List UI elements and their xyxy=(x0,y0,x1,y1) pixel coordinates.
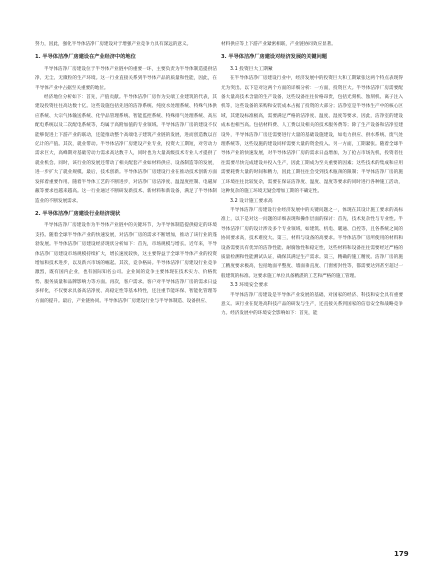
subsection-3-3-paragraph: 半导体洁净厂房建设是半导体产业发展的基础，对国家的经济、科技和安全具有重要意义。该行业在促进高科技产品的研发与生产，还直接关系到国家的信息安全和战略竞争力。经济发展中的环境安全影响如下：首先，能 xyxy=(221,292,403,317)
left-intro-paragraph: 努力，因此，强化半导体洁净厂房建设对于增强产业竞争力具有深远的意义。 xyxy=(35,42,192,47)
section-3-heading: 3. 半导体洁净厂房建设对经济发展的关键问题 xyxy=(221,54,327,61)
subsection-3-2-paragraph: 半导体洁净厂房建设行业经济发展中的关键问题之一，体现在其设计施工要求的高标准上，以下是对这一问题的详细表现和操作层面的探讨：首先，技术复杂性与专业性。半导体洁净厂房的设计涉及多个专业领域，如建筑、机电、暖通、自控等，且各系统之间的协同要求高，技术难度大。第三，材料与设备的高要求。半导体洁净厂房所使用的材料和设备需要具有优异的洁净性能、耐腐蚀性和稳定性，这些材料和设备往往需要经过严格的质量检测和性能测试认证，确保其满足生产需求。第三，精确的施工精度。洁净厂房的施工精度要求极高，包括地面平整度、墙面垂直度、门窗密封性等，都需要达到甚至超过一般建筑的标准。这要求施工单位具备精湛的工艺和严格的施工管理。 xyxy=(221,207,403,279)
section-2-heading: 2. 半导体洁净厂房建设行业经济现状 xyxy=(35,210,121,217)
section-1-heading: 1. 半导体洁净厂房建设在产业经济中的地位 xyxy=(35,54,136,61)
section-2-paragraph-1: 半导体洁净厂房建设作为半导体产业链中的关键环节，为半导体制造提供稳定的环境支持。随着全球半导体产业的快速发展，对洁净厂房的需求不断增加，推动了该行业的蓬勃发展。半导体洁净厂房建设经济现状分析如下：首先，市场规模与增长。近年来，半导体洁净厂房建设市场规模持续扩大，增长速度较快，这主要得益于全球半导体产业的投资增加和技术进步，以及新兴市场的崛起。其次，竞争格局。半导体洁净厂房建设行业竞争激烈，既有国内企业，也有国际知名公司。企业间的竞争主要体现在技术实力、价格优势、服务质量和品牌影响力等方面。再次，客户需求。客户对半导体洁净厂房的需求日益多样化，不仅要求具备高洁净度、高稳定性等基本特性，还注重节能环保、智能化管理等方面的提升。最后，产业链协同。半导体洁净厂房建设行业与半导体制造、设备供应、 xyxy=(35,223,217,304)
section-1-paragraph-2: 经济地位分析如下：首先，产值贡献。半导体洁净厂房作为尖端工业建筑的代表，其建设投资往往高达数十亿。这些设施包括先进的洁净系统、纯度水处理系统、特殊气体供应系统、大宗气体输送系统、化学品管理系统、智能监控系统、特殊排气处理系统、高压配电系统以及二次配电系统等，均属于高附加值的专业领域。半导体洁净厂房的建设不仅能够促进上下游产业的联动，还能推动整个高端电子建筑产业链的发展，进而创造数以百亿计的产值。其次，就业带动。半导体洁净厂房建设产业专业，投资大工期短，对劳动力需求巨大，高峰期对基础劳动力需求高达数千人，同时也为大量高级技术专业人才提供了就业机会。同时，该行业的发展还带动了相关配套产业如材料供应、设备制造等的发展，进一步扩大了就业规模。最后，技术创新。半导体洁净厂房建设行业在推动技术创新方面发挥着重要作用。随着半导体工艺的不断进步，对洁净厂房洁净度、温湿度控制、电磁屏蔽等要求也越来越高。这一行业通过不断研发新技术、新材料和新设备，满足了半导体制造业的不断发展需求。 xyxy=(35,95,217,204)
page-number: 179 xyxy=(394,550,409,558)
right-column xyxy=(221,40,403,319)
subsection-3-2-heading: 3.2 设计施工要求高 xyxy=(230,198,273,204)
section-1-paragraph-1: 半导体洁净厂房建设位于半导体产业链中的重要一环，主要负责为半导体制造提供洁净、无尘、无微粒的生产环境。这一行业直接关系到半导体产品的质量和性能，因此，在半导体产业中占据至关重要的地位。 xyxy=(35,66,217,91)
left-column xyxy=(35,40,217,306)
subsection-3-1-paragraph: 在半导体洁净厂房建设行业中，经济发展中的投资巨大和工期紧张这两个特点表现得尤为突出。以下是对这两个方面的详细分析：一方面，投资巨大。半导体洁净厂房需要配备大量高技术含量的生产设备，这些设备往往价格昂贵，包括光刻机、蚀刻机、离子注入机等，这些设备的采购和安装成本占据了投资的大部分；洁净室是半导体生产中的核心区域，其建设标准极高，需要满足严格的洁净度、温度、湿度等要求，因此，洁净室的建设成本也相当高。包括材料费、人工费以及相关的技术服务费等；除了生产设备和洁净室建设外，半导体洁净厂房还需要进行大量的基础设施建设，如电力供应、供水系统、废气处理系统等，这些设施的建设同样需要大量的资金投入。另一方面，工期紧张。随着全球半导体产业的快速发展，对半导体洁净厂房的需求日益增加，为了抢占市场先机，投资者往往需要尽快完成建设并投入生产，因此工期成为至关重要的因素；这些技术的集成和应用需要耗费大量的时间和精力，因此工期往往会受到技术瓶颈的限制；半导体洁净厂房的施工环境往往比较复杂，需要在保证洁净度、温度、湿度等要求的同时进行各种施工活动，这种复杂的施工环境无疑会增加工期的不确定性。 xyxy=(221,76,403,195)
subsection-3-1-heading: 3.1 投资巨大工期紧 xyxy=(230,66,273,72)
subsection-3-3-heading: 3.3 环境安全要求 xyxy=(230,283,268,289)
right-intro-paragraph: 材料供应等上下游产业紧密相联，产业链协同效应显著。 xyxy=(221,42,336,47)
